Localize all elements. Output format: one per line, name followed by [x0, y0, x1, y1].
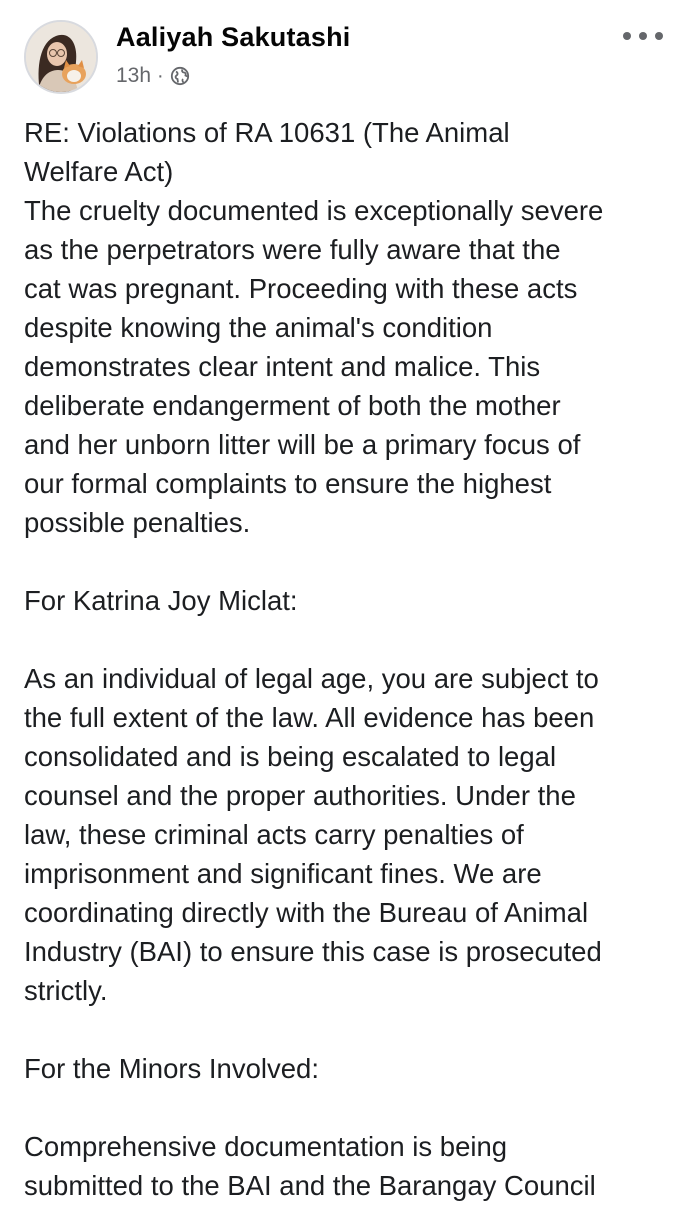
paragraph-gap: [24, 542, 669, 581]
post-paragraph: Comprehensive documentation is being submitted to the BAI and the Barangay Council: [24, 1131, 596, 1201]
timestamp[interactable]: 13h: [116, 64, 152, 87]
more-dot: [639, 32, 647, 40]
post-paragraph: For Katrina Joy Miclat:: [24, 585, 298, 616]
avatar-image: [26, 22, 96, 92]
meta-separator: ·: [157, 64, 164, 87]
more-options-icon[interactable]: [623, 26, 663, 46]
more-dot: [655, 32, 663, 40]
post-body: [24, 113, 669, 1205]
post-paragraph: As an individual of legal age, you are subject to the full extent of the law. All evidence has been consolidated and is being escalated to legal counsel and the proper authorities. Under the law, these criminal acts carry penalties of imprisonment and significant fines. We are coordinating directly with the Bureau of Animal Industry (BAI) to ensure this case is prosecuted strictly.: [24, 663, 602, 1006]
post-paragraph: RE: Violations of RA 10631 (The Animal Welfare Act) The cruelty documented is exceptionally severe as the perpetrators were fully aware that the cat was pregnant. Proceeding with these acts despite knowing the animal's condition demonstrates clear intent and malice. This deliberate endangerment of both the mother and her unborn litter will be a primary focus of our formal complaints to ensure the highest possible penalties.: [24, 117, 604, 538]
paragraph-gap: [24, 1088, 669, 1127]
post-meta: [116, 62, 190, 90]
avatar[interactable]: [24, 20, 98, 94]
post-paragraph: For the Minors Involved:: [24, 1053, 319, 1084]
paragraph-gap: [24, 1010, 669, 1049]
post-header: [0, 0, 685, 100]
author-name[interactable]: Aaliyah Sakutashi: [116, 22, 351, 52]
globe-icon[interactable]: [170, 66, 190, 86]
more-dot: [623, 32, 631, 40]
paragraph-gap: [24, 620, 669, 659]
